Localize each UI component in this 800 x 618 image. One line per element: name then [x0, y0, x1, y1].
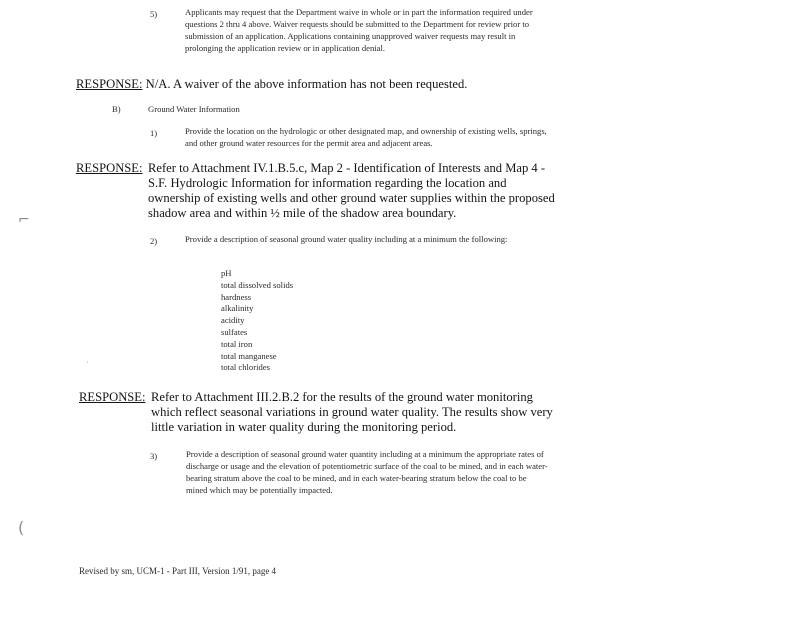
item-3-number: 3) — [150, 451, 158, 461]
section-b-title: Ground Water Information — [148, 104, 240, 114]
item-5-number: 5) — [150, 9, 158, 19]
item-5-text: Applicants may request that the Department waive in whole or in part the information required under questions 2 thru 4 above. Waiver requests should be submitted to the Department for review prior to submission of an application. Applications containing unapproved waiver requests may result in prolonging the application review or in application denial. — [185, 7, 533, 53]
scan-mark: ( — [18, 518, 25, 537]
response-1-text: N/A. A waiver of the above information has not been requested. — [145, 77, 468, 91]
item-1-number: 1) — [150, 128, 158, 138]
page-footer: Revised by sm, UCM-1 - Part III, Version 1/91, page 4 — [79, 566, 277, 576]
list-item: acidity — [221, 315, 245, 326]
response-3-text: Refer to Attachment III.2.B.2 for the results of the ground water monitoring which reflect seasonal variations in ground water quality. The results show very little variation in water quality during the monitoring period. — [151, 390, 553, 434]
list-item: sulfates — [221, 326, 248, 337]
list-item: total dissolved solids — [221, 279, 294, 290]
section-b-number: B) — [112, 104, 121, 114]
response-1-label: RESPONSE: — [76, 77, 143, 91]
response-1 — [76, 77, 556, 92]
item-3-text: Provide a description of seasonal ground water quantity including at a minimum the appropriate rates of discharge or usage and the elevation of potentiometric surface of the coal to be mined, and in each water-bearing stratum above the coal to be mined, and in each water-bearing stratum below the coal to be mined which may be potentially impacted. — [186, 449, 548, 495]
list-item: total chlorides — [221, 362, 270, 373]
item-2-number: 2) — [150, 236, 158, 246]
list-item: total iron — [221, 338, 253, 349]
scan-mark: · — [86, 358, 89, 367]
list-item: alkalinity — [221, 303, 254, 314]
scan-mark: ⌐ — [18, 212, 30, 228]
response-2-label: RESPONSE: — [76, 161, 143, 175]
item-2-text: Provide a description of seasonal ground water quality including at a minimum the following: — [185, 234, 508, 244]
response-2-text: Refer to Attachment IV.1.B.5.c, Map 2 - Identification of Interests and Map 4 - S.F. Hydrologic Information for information regarding the location and ownership of existing wells and other ground water supplies within the proposed shadow area and within ½ mile of the shadow area boundary. — [148, 161, 555, 220]
list-item: total manganese — [221, 350, 277, 361]
response-3-label: RESPONSE: — [79, 390, 146, 404]
water-quality-list — [221, 268, 293, 374]
list-item: pH — [221, 268, 232, 278]
item-1-text: Provide the location on the hydrologic or other designated map, and ownership of existing wells, springs, and other ground water resources for the permit area and adjacent areas. — [185, 126, 547, 148]
list-item: hardness — [221, 291, 252, 302]
